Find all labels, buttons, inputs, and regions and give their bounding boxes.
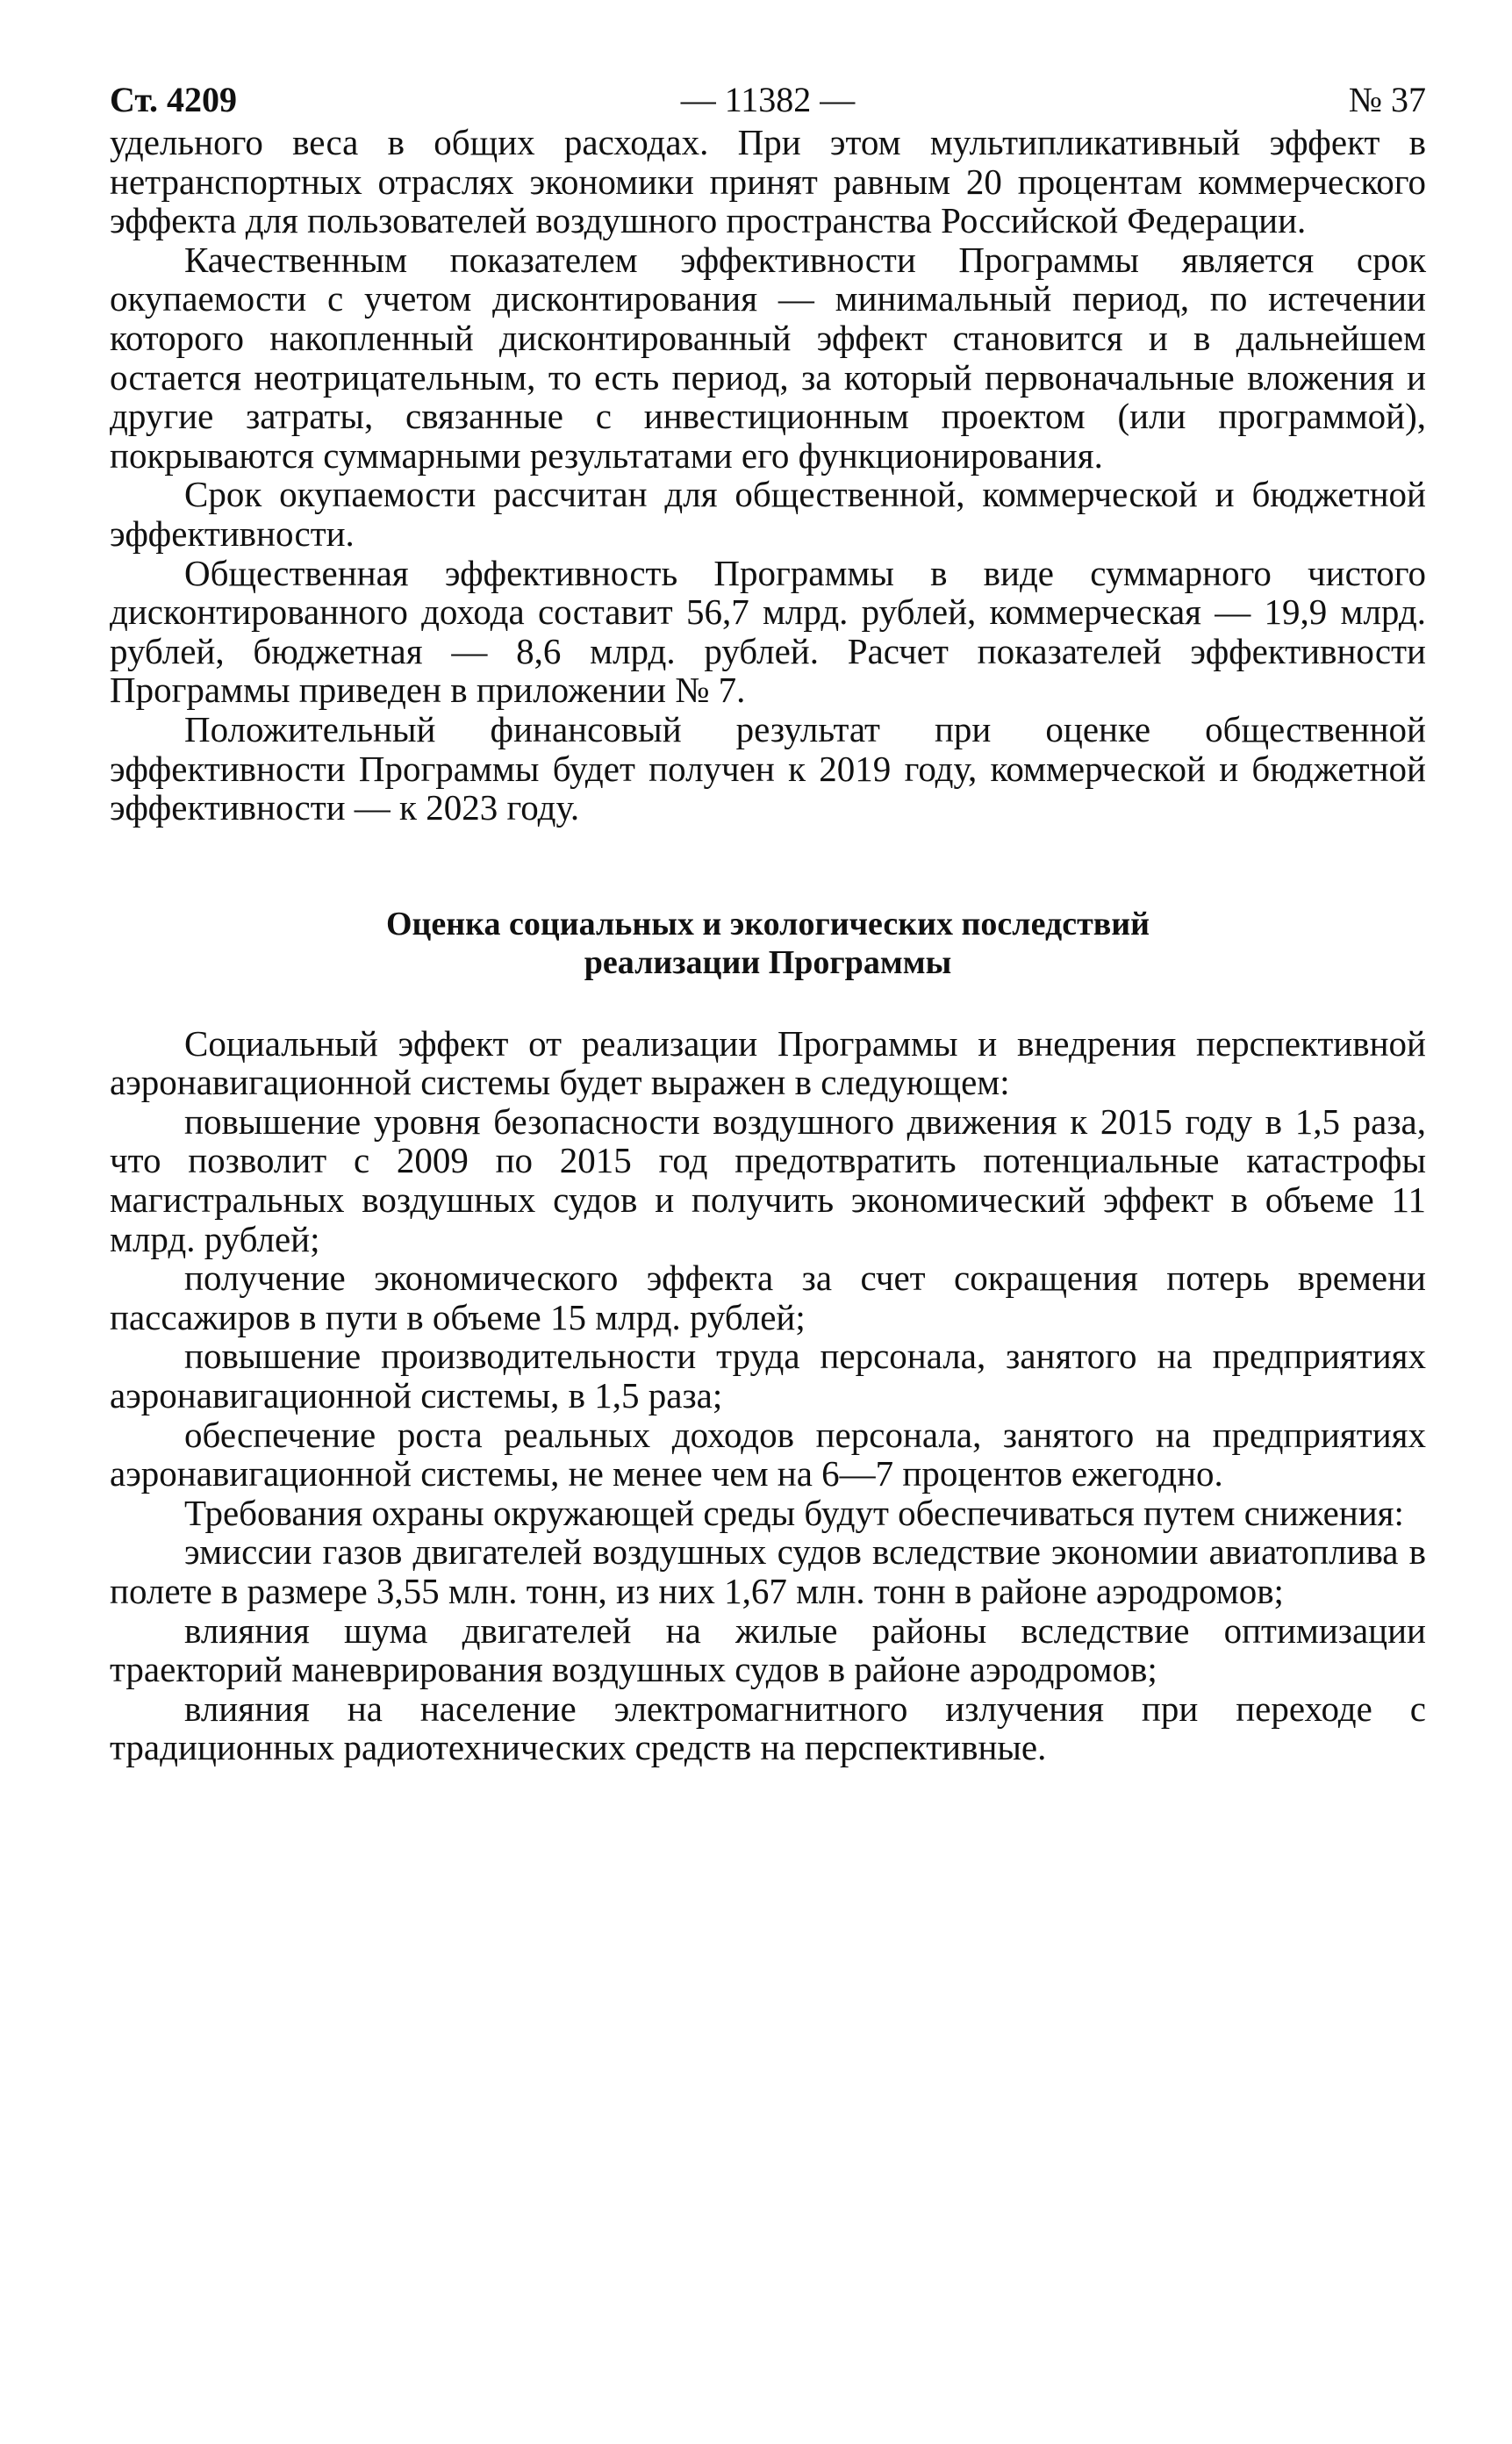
paragraph: Положительный финансовый результат при оценке общественной эффективности Программы будет получен к 2019 году, коммерческой и бюджетной эффективности — к 2023 году. bbox=[110, 708, 1426, 828]
section-body bbox=[110, 1024, 1426, 1767]
list-item: повышение уровня безопасности воздушного движения к 2015 году в 1,5 раза, что позволит с 2009 по 2015 год предотвратить потенциальные катастрофы магистральных воздушных судов и получить экономический эффект в объеме 11 млрд. рублей; bbox=[110, 1100, 1426, 1259]
article-number: Ст. 4209 bbox=[110, 80, 237, 119]
section-heading-line: реализации Программы bbox=[584, 943, 952, 981]
list-item: влияния шума двигателей на жилые районы вследствие оптимизации траекторий маневрирования воздушных судов в районе аэродромов; bbox=[110, 1609, 1426, 1690]
paragraph: Качественным показателем эффективности Программы является срок окупаемости с учетом дисконтирования — минимальный период, по истечении которого накопленный дисконтированный эффект становится и в дальнейшем остается неотрицательным, то есть период, за который первоначальные вложения и другие затраты, связанные с инвестиционным проектом (или программой), покрываются суммарными результатами его функционирования. bbox=[110, 239, 1426, 476]
paragraph: Срок окупаемости рассчитан для общественной, коммерческой и бюджетной эффективности. bbox=[110, 474, 1426, 554]
list-item: обеспечение роста реальных доходов персонала, занятого на предприятиях аэронавигационной системы, не менее чем на 6—7 процентов ежегодно. bbox=[110, 1414, 1426, 1494]
document-page bbox=[110, 77, 1426, 1767]
paragraph-continued: удельного веса в общих расходах. При этом мультипликативный эффект в нетранспортных отраслях экономики принят равным 20 процентам коммерческого эффекта для пользователей воздушного пространства Российской Федерации. bbox=[110, 122, 1426, 241]
list-item: эмиссии газов двигателей воздушных судов вследствие экономии авиатоплива в полете в размере 3,55 млн. тонн, из них 1,67 млн. тонн в районе аэродромов; bbox=[110, 1531, 1426, 1611]
list-item: повышение производительности труда персонала, занятого на предприятиях аэронавигационной системы, в 1,5 раза; bbox=[110, 1336, 1426, 1416]
paragraph: Социальный эффект от реализации Программы и внедрения перспективной аэронавигационной системы будет выражен в следующем: bbox=[110, 1022, 1426, 1103]
body-text bbox=[110, 123, 1426, 828]
list-item: влияния на население электромагнитного излучения при переходе с традиционных радиотехнических средств на перспективные. bbox=[110, 1688, 1426, 1768]
page-number: — 11382 — bbox=[680, 80, 856, 119]
paragraph: Требования охраны окружающей среды будут обеспечиваться путем снижения: bbox=[184, 1492, 1404, 1533]
section-heading-line: Оценка социальных и экологических последствий bbox=[385, 905, 1150, 942]
paragraph: Общественная эффективность Программы в виде суммарного чистого дисконтированного дохода составит 56,7 млрд. рублей, коммерческая — 19,9 млрд. рублей, бюджетная — 8,6 млрд. рублей. Расчет показателей эффективности Программы приведен в приложении № 7. bbox=[110, 552, 1426, 711]
running-head bbox=[110, 77, 1426, 123]
section-heading bbox=[110, 905, 1426, 982]
list-item: получение экономического эффекта за счет сокращения потерь времени пассажиров в пути в объеме 15 млрд. рублей; bbox=[110, 1258, 1426, 1337]
issue-number: № 37 bbox=[1348, 80, 1426, 119]
